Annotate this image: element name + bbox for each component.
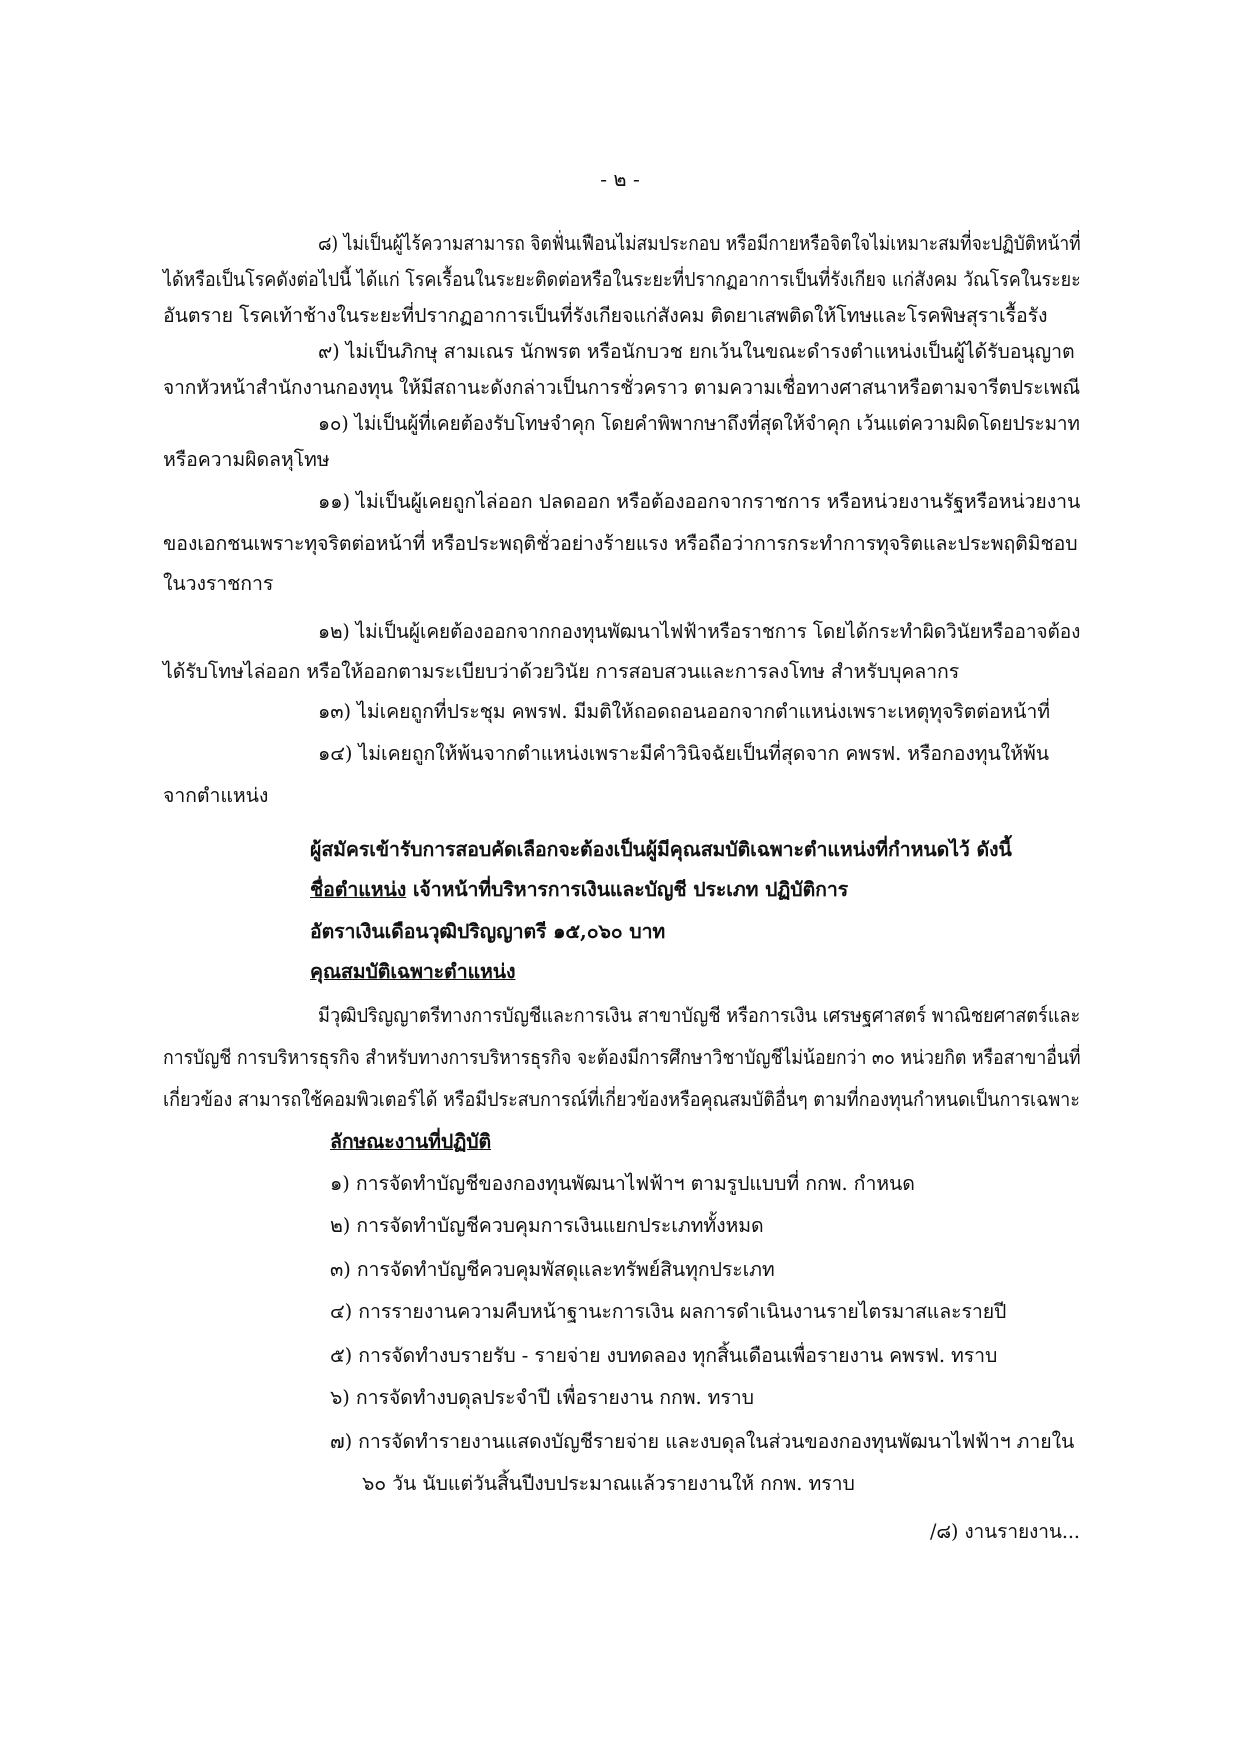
position-name-value: เจ้าหน้าที่บริหารการเงินและบัญชี ประเภท ปฏิบัติการ	[406, 878, 849, 901]
item-8-line-1: ๘) ไม่เป็นผู้ไร้ความสามารถ จิตฟั่นเฟือนไม่สมประกอบ หรือมีกายหรือจิตใจไม่เหมาะสมที่จะปฏิบัติหน้าที่	[318, 232, 1081, 255]
duty-item-7-cont: ๖๐ วัน นับแต่วันสิ้นปีงบประมาณแล้วรายงานให้ กกพ. ทราบ	[362, 1472, 855, 1495]
item-9-line-1: ๙) ไม่เป็นภิกษุ สามเณร นักพรต หรือนักบวช ยกเว้นในขณะดำรงตำแหน่งเป็นผู้ได้รับอนุญาต	[318, 340, 1075, 363]
position-name	[310, 878, 848, 902]
position-intro: ผู้สมัครเข้ารับการสอบคัดเลือกจะต้องเป็นผู้มีคุณสมบัติเฉพาะตำแหน่งที่กำหนดไว้ ดังนี้	[310, 838, 1012, 861]
item-8-line-2: ได้หรือเป็นโรคดังต่อไปนี้ ได้แก่ โรคเรื้อนในระยะติดต่อหรือในระยะที่ปรากฏอาการเป็นที่รังเกียจ แก่สังคม วัณโรคในระยะ	[163, 268, 1081, 291]
duties-heading: ลักษณะงานที่ปฏิบัติ	[330, 1130, 492, 1153]
item-12-line-1: ๑๒) ไม่เป็นผู้เคยต้องออกจากกองทุนพัฒนาไฟฟ้าหรือราชการ โดยได้กระทำผิดวินัยหรืออาจต้อง	[318, 620, 1081, 643]
continuation-note: /๘) งานรายงาน...	[930, 1520, 1080, 1543]
duty-item-7: ๗) การจัดทำรายงานแสดงบัญชีรายจ่าย และงบดุลในส่วนของกองทุนพัฒนาไฟฟ้าฯ ภายใน	[330, 1430, 1075, 1453]
duty-item-1: ๑) การจัดทำบัญชีของกองทุนพัฒนาไฟฟ้าฯ ตามรูปแบบที่ กกพ. กำหนด	[330, 1172, 915, 1195]
item-11-line-2: ของเอกชนเพราะทุจริตต่อหน้าที่ หรือประพฤติชั่วอย่างร้ายแรง หรือถือว่าการกระทำการทุจริตและประพฤติมิชอบ	[163, 532, 1078, 555]
item-12-line-2: ได้รับโทษไล่ออก หรือให้ออกตามระเบียบว่าด้วยวินัย การสอบสวนและการลงโทษ สำหรับบุคลากร	[163, 660, 960, 683]
item-14-line-2: จากตำแหน่ง	[163, 784, 269, 807]
item-9-line-2: จากหัวหน้าสำนักงานกองทุน ให้มีสถานะดังกล่าวเป็นการชั่วคราว ตามความเชื่อทางศาสนาหรือตามจารีตประเพณี	[163, 376, 1081, 399]
spec-line-2: การบัญชี การบริหารธุรกิจ สำหรับทางการบริหารธุรกิจ จะต้องมีการศึกษาวิชาบัญชีไม่น้อยกว่า ๓๐ หน่วยกิต หรือสาขาอื่นที่	[163, 1046, 1081, 1069]
salary-line: อัตราเงินเดือนวุฒิปริญญาตรี ๑๕,๐๖๐ บาท	[310, 920, 666, 943]
item-13-line-1: ๑๓) ไม่เคยถูกที่ประชุม คพรฟ. มีมติให้ถอดถอนออกจากตำแหน่งเพราะเหตุทุจริตต่อหน้าที่	[318, 700, 1051, 723]
duty-item-4: ๔) การรายงานความคืบหน้าฐานะการเงิน ผลการดำเนินงานรายไตรมาสและรายปี	[330, 1300, 1007, 1323]
spec-heading: คุณสมบัติเฉพาะตำแหน่ง	[310, 960, 516, 983]
item-11-line-1: ๑๑) ไม่เป็นผู้เคยถูกไล่ออก ปลดออก หรือต้องออกจากราชการ หรือหน่วยงานรัฐหรือหน่วยงาน	[318, 490, 1081, 513]
duty-item-2: ๒) การจัดทำบัญชีควบคุมการเงินแยกประเภททั้งหมด	[330, 1214, 764, 1237]
position-name-label: ชื่อตำแหน่ง	[310, 878, 407, 901]
item-14-line-1: ๑๔) ไม่เคยถูกให้พ้นจากตำแหน่งเพราะมีคำวินิจฉัยเป็นที่สุดจาก คพรฟ. หรือกองทุนให้พ้น	[318, 742, 1049, 765]
spec-line-1: มีวุฒิปริญญาตรีทางการบัญชีและการเงิน สาขาบัญชี หรือการเงิน เศรษฐศาสตร์ พาณิชยศาสตร์และ	[318, 1004, 1081, 1027]
item-10-line-1: ๑๐) ไม่เป็นผู้ที่เคยต้องรับโทษจำคุก โดยคำพิพากษาถึงที่สุดให้จำคุก เว้นแต่ความผิดโดยประมาท	[318, 412, 1080, 435]
duty-item-5: ๕) การจัดทำงบรายรับ - รายจ่าย งบทดลอง ทุกสิ้นเดือนเพื่อรายงาน คพรฟ. ทราบ	[330, 1344, 998, 1367]
duty-item-3: ๓) การจัดทำบัญชีควบคุมพัสดุและทรัพย์สินทุกประเภท	[330, 1258, 775, 1281]
duty-item-6: ๖) การจัดทำงบดุลประจำปี เพื่อรายงาน กกพ. ทราบ	[330, 1386, 754, 1409]
item-8-line-3: อันตราย โรคเท้าช้างในระยะที่ปรากฏอาการเป็นที่รังเกียจแก่สังคม ติดยาเสพติดให้โทษและโรคพิษสุราเรื้อรัง	[163, 304, 1048, 327]
spec-line-3: เกี่ยวข้อง สามารถใช้คอมพิวเตอร์ได้ หรือมีประสบการณ์ที่เกี่ยวข้องหรือคุณสมบัติอื่นๆ ตามที่กองทุนกำหนดเป็นการเฉพาะ	[163, 1088, 1080, 1111]
item-11-line-3: ในวงราชการ	[163, 572, 274, 595]
page-number: - ๒ -	[600, 167, 640, 191]
item-10-line-2: หรือความผิดลหุโทษ	[163, 448, 330, 471]
